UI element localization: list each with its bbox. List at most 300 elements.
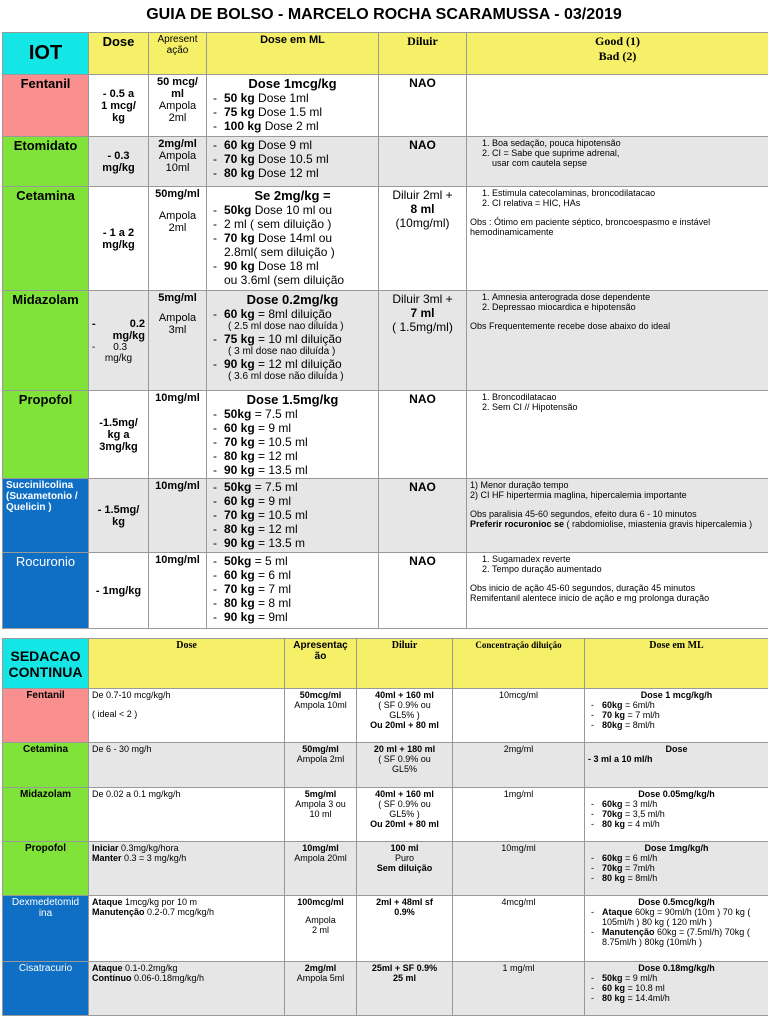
dose-weight: 80 kg xyxy=(602,993,626,1003)
dose-value: = 6 ml xyxy=(254,568,292,582)
apres-a: 2mg/ml xyxy=(304,963,337,973)
diluir-header: Diluir xyxy=(379,33,467,75)
dose-a-text: 1mcg/kg por 10 m xyxy=(122,897,198,907)
dose-title: Dose xyxy=(665,744,688,754)
sed-apres xyxy=(285,788,357,842)
iot-row-succinilcolina xyxy=(3,479,768,553)
sedacao-header: SEDACAO CONTINUA xyxy=(3,639,89,689)
dose-a: - 0.2 mg/kg xyxy=(92,317,145,342)
dose-item xyxy=(602,927,765,947)
drug-apresentacao xyxy=(149,291,207,391)
note-item: 1. Broncodilatacao xyxy=(492,392,765,402)
note-item: 1. Boa sedação, pouca hipotensão xyxy=(492,138,765,148)
dose-item xyxy=(602,700,765,710)
dose-header: Dose xyxy=(89,33,149,75)
sed-row-propofol xyxy=(3,842,768,896)
sed-apres xyxy=(285,896,357,962)
dose-weight: 70 kg xyxy=(224,152,255,166)
sedacao-table xyxy=(2,638,768,1016)
drug-notes xyxy=(467,291,768,391)
bad-label: Bad (2) xyxy=(598,49,637,63)
apres-sub: Ampola 2ml xyxy=(158,210,197,234)
iot-header: IOT xyxy=(3,33,89,75)
diluir-b: 7 ml xyxy=(410,306,435,320)
dose-b: - 0.3 mg/kg xyxy=(92,341,133,364)
apres-a: 50mcg/ml xyxy=(299,690,342,700)
dose-item xyxy=(224,463,375,477)
dose-weight: 70 kg xyxy=(224,508,255,522)
diluir-a: Diluir 3ml + xyxy=(392,292,453,306)
dose-value: Dose 10.5 ml xyxy=(254,152,329,166)
dose-weight: 70 kg xyxy=(224,582,255,596)
dose-weight: 60 kg xyxy=(602,983,626,993)
drug-name: Cetamina xyxy=(3,743,89,788)
dose-a-label: Ataque xyxy=(92,963,123,973)
apres-b: Ampola 10ml xyxy=(294,700,347,710)
notes-list xyxy=(470,292,765,312)
dose-value: = 4 ml/h xyxy=(625,819,660,829)
dose-weight: 50kg xyxy=(602,973,623,983)
drug-apresentacao xyxy=(149,137,207,187)
drug-dose: - 0.5 a 1 mcg/ kg xyxy=(89,75,149,137)
dose-weight: 100 kg xyxy=(224,119,262,133)
dose-item xyxy=(224,610,375,624)
dose-weight: 60 kg xyxy=(224,138,255,152)
dose-a xyxy=(92,963,281,973)
dose-item xyxy=(602,993,765,1003)
dose-list xyxy=(210,480,375,550)
dose-value: = 10.5 ml xyxy=(254,435,308,449)
dose-item xyxy=(224,203,375,217)
notes-obs: Obs paralisia 45-60 segundos, efeito dura 6 - 10 minutos xyxy=(470,509,697,519)
sed-conc: 10mcg/ml xyxy=(453,689,585,743)
dose-weight: 60kg xyxy=(602,853,623,863)
dose-item xyxy=(224,508,375,522)
sed-diluir xyxy=(357,689,453,743)
dose-weight: 80 kg xyxy=(224,596,255,610)
dose-value: = 14.4ml/h xyxy=(625,993,670,1003)
sed-conc: 2mg/ml xyxy=(453,743,585,788)
diluir-c: Ou 20ml + 80 ml xyxy=(370,819,439,829)
dose-value: = 9ml xyxy=(254,610,288,624)
dose-note: ( 3.6 ml dose não diluída ) xyxy=(228,371,344,382)
sed-diluir xyxy=(357,788,453,842)
dose-value: = 9 ml/h xyxy=(622,973,658,983)
notes-obs: Obs Frequentemente recebe dose abaixo do ideal xyxy=(470,321,671,331)
dose-ml-header: Dose em ML xyxy=(207,33,379,75)
sed-conc: 4mcg/ml xyxy=(453,896,585,962)
drug-dose-ml xyxy=(207,137,379,187)
dose-note: ( 3 ml dose nao diluída ) xyxy=(228,346,336,357)
drug-name: Fentanil xyxy=(3,75,89,137)
dose-value: = 12 ml xyxy=(254,522,298,536)
iot-table xyxy=(2,32,768,629)
dose-a xyxy=(92,843,281,853)
sed-dose-ml xyxy=(585,896,768,962)
drug-apresentacao xyxy=(149,75,207,137)
notes-list xyxy=(470,554,765,574)
dose-value: = 6 ml/h xyxy=(622,853,658,863)
dose-weight: 50kg xyxy=(224,554,252,568)
drug-dose-ml xyxy=(207,187,379,291)
dose-weight: 80 kg xyxy=(602,873,626,883)
dose-value: = 8ml/h xyxy=(622,720,655,730)
apres-b: Ampola 2 ml xyxy=(305,915,336,935)
dose-list xyxy=(210,407,375,477)
dose-value: Dose 18 ml ou 3.6ml (sem diluição xyxy=(224,259,345,287)
drug-diluir: NAO xyxy=(379,391,467,479)
dose-b-text: 0.3 mg/kg xyxy=(104,341,133,364)
dose-value: = 7.5 ml xyxy=(251,480,298,494)
good-bad-header xyxy=(467,33,768,75)
drug-diluir xyxy=(379,187,467,291)
dose-weight: 50kg xyxy=(224,480,252,494)
note-1: 1) Menor duração tempo xyxy=(470,480,569,490)
dose-weight: 80kg xyxy=(602,720,623,730)
sed-diluir xyxy=(357,743,453,788)
dose-item xyxy=(224,568,375,582)
apres-a: 50mg/ml xyxy=(302,744,339,754)
apres-main: 10mg/ml xyxy=(155,554,200,566)
dose-weight: 90 kg xyxy=(224,357,255,371)
iot-row-midazolam xyxy=(3,291,768,391)
dose-value: Dose 10 ml ou xyxy=(251,203,333,217)
dose-item xyxy=(224,536,375,550)
apres-main: 50 mcg/ ml xyxy=(157,76,198,100)
note-item: 2. Depressao miocardica e hipotensão xyxy=(492,302,765,312)
drug-name: Midazolam xyxy=(3,291,89,391)
sed-conc: 1mg/ml xyxy=(453,788,585,842)
drug-dose-ml xyxy=(207,291,379,391)
dose-title: Dose 0.18mg/kg/h xyxy=(638,963,715,973)
note-item: 1. Estimula catecolaminas, broncodilatacao xyxy=(492,188,765,198)
page-title: GUIA DE BOLSO - MARCELO ROCHA SCARAMUSSA - 03/2019 xyxy=(146,6,622,23)
dose-title: Se 2mg/kg = xyxy=(254,188,331,203)
sed-dose xyxy=(89,689,285,743)
sed-dose-ml xyxy=(585,743,768,788)
dose-a xyxy=(92,897,281,907)
dose-value: Dose 14ml ou 2.8ml( sem diluição ) xyxy=(224,231,335,259)
dose-title: Dose 0.2mg/kg xyxy=(246,292,339,307)
dose-item xyxy=(602,983,765,993)
note-item: 2. CI relativa = HIC, HAs xyxy=(492,198,765,208)
sed-row-fentanil xyxy=(3,689,768,743)
dose-note: ( 2.5 ml dose nao diluída ) xyxy=(228,321,344,332)
dose-a-label: Iniciar xyxy=(92,843,119,853)
note-item: 2. Tempo duração aumentado xyxy=(492,564,765,574)
note-2: 2) CI HF hipertermia maglina, hipercalemia importante xyxy=(470,490,687,500)
dose-item xyxy=(602,907,765,927)
drug-notes xyxy=(467,391,768,479)
dose-value: = 3 ml/h xyxy=(622,799,658,809)
dose-item xyxy=(602,973,765,983)
dose-weight: 90 kg xyxy=(224,259,255,273)
dose-b-text: 0.06-0.18mg/kg/h xyxy=(131,973,205,983)
drug-notes xyxy=(467,75,768,137)
dose-value: = 8ml diluição xyxy=(254,307,332,321)
sed-row-cetamina xyxy=(3,743,768,788)
dose-weight: 70kg xyxy=(602,809,623,819)
dose-weight: 70kg xyxy=(602,863,623,873)
dose-value: = 5 ml xyxy=(251,554,288,568)
iot-row-rocuronio xyxy=(3,553,768,629)
drug-name: Rocuronio xyxy=(3,553,89,629)
dose-weight: 90 kg xyxy=(224,610,255,624)
diluir-b: 8 ml xyxy=(410,202,435,216)
dose-weight: 50kg xyxy=(224,203,252,217)
dose-item xyxy=(224,217,375,231)
sed-diluir: 2ml + 48ml sf 0.9% xyxy=(357,896,453,962)
note-item: 1. Sugamadex reverte xyxy=(492,554,765,564)
diluir-b: ( SF 0.9% ou GL5% ) xyxy=(378,700,431,720)
dose-b xyxy=(92,853,281,863)
dose-value: Dose 2 ml xyxy=(261,119,319,133)
drug-apresentacao xyxy=(149,187,207,291)
dose-weight: 60 kg xyxy=(224,494,255,508)
sed-diluir xyxy=(357,842,453,896)
dose-a: De 6 - 30 mg/h xyxy=(92,744,152,754)
dose-a-text: 0.1-0.2mg/kg xyxy=(122,963,178,973)
sed-conc-header: Concentração diluição xyxy=(453,639,585,689)
drug-name: Etomidato xyxy=(3,137,89,187)
dose-item xyxy=(602,809,765,819)
dose-value: = 7.5 ml xyxy=(251,407,298,421)
dose-title: Dose 0.05mg/kg/h xyxy=(638,789,715,799)
dose-item xyxy=(224,480,375,494)
dose-item xyxy=(224,259,375,287)
dose-weight: 60kg xyxy=(602,799,623,809)
sed-apres xyxy=(285,689,357,743)
apres-sub: Ampola 3ml xyxy=(158,312,197,336)
notes-list xyxy=(470,188,765,208)
dose-weight: 80 kg xyxy=(224,166,255,180)
drug-dose: - 1 a 2 mg/kg xyxy=(89,187,149,291)
sed-row-cisatracurio xyxy=(3,962,768,1016)
dose-title: Dose 1 mcg/kg/h xyxy=(640,690,713,700)
obs-rest: ( rabdomiolise, miastenia gravis hipercalemia ) xyxy=(564,519,753,529)
dose-value: Dose 12 ml xyxy=(254,166,319,180)
sed-conc: 1 mg/ml xyxy=(453,962,585,1016)
sed-header-row xyxy=(3,639,768,689)
dose-title: Dose 0.5mcg/kg/h xyxy=(638,897,715,907)
sed-dose-ml xyxy=(585,842,768,896)
note-item: 2. Sem CI // Hipotensão xyxy=(492,402,765,412)
sed-apres xyxy=(285,743,357,788)
sed-dose-ml xyxy=(585,689,768,743)
drug-name: Dexmedetomid ina xyxy=(3,896,89,962)
dose-value: = 12 ml diluição xyxy=(254,357,342,371)
dose-item xyxy=(224,407,375,421)
drug-dose: - 0.3 mg/kg xyxy=(89,137,149,187)
dose-value: 2 ml ( sem diluição ) xyxy=(224,217,332,231)
dose-item xyxy=(224,596,375,610)
dose-item xyxy=(224,307,375,332)
drug-notes xyxy=(467,479,768,553)
dose-value: = 7 ml/h xyxy=(625,710,660,720)
sed-dose-header: Dose xyxy=(89,639,285,689)
dose-weight: 60 kg xyxy=(224,421,255,435)
apres-b: Ampola 5ml xyxy=(296,973,345,983)
iot-row-etomidato xyxy=(3,137,768,187)
dose-value: = 13.5 m xyxy=(254,536,306,550)
dose-a-label: Ataque xyxy=(92,897,123,907)
drug-dose-ml xyxy=(207,553,379,629)
drug-name: Cisatracurio xyxy=(3,962,89,1016)
notes-list xyxy=(470,138,765,168)
iot-header-row xyxy=(3,33,768,75)
sed-dose-ml-header: Dose em ML xyxy=(585,639,768,689)
dose-item xyxy=(224,494,375,508)
sed-diluir-header: Diluir xyxy=(357,639,453,689)
note-item: 2. CI = Sabe que suprime adrenal, usar com cautela sepse xyxy=(492,148,765,168)
dose-b-label: Contínuo xyxy=(92,973,132,983)
notes-obs-2 xyxy=(470,519,765,529)
diluir-a: 40ml + 160 ml xyxy=(375,789,434,799)
dose-item xyxy=(602,873,765,883)
sed-dose-ml xyxy=(585,962,768,1016)
dose-item xyxy=(224,554,375,568)
dose-value: Dose 9 ml xyxy=(254,138,313,152)
apres-main: 10mg/ml xyxy=(155,392,200,404)
dose-a-text: 0.3mg/kg/hora xyxy=(118,843,179,853)
dose-b-text: 0.2-0.7 mcg/kg/h xyxy=(144,907,215,917)
dose-weight: Manutenção xyxy=(602,927,655,937)
dose-weight: 60 kg xyxy=(224,568,255,582)
dose-b xyxy=(92,973,281,983)
iot-row-propofol xyxy=(3,391,768,479)
drug-name: Propofol xyxy=(3,842,89,896)
dose-list xyxy=(210,203,375,287)
dose-value: = 10.8 ml xyxy=(625,983,665,993)
sed-apres xyxy=(285,842,357,896)
apres-b: Ampola 3 ou 10 ml xyxy=(295,799,346,819)
drug-dose-ml xyxy=(207,391,379,479)
dose-line: - 3 ml a 10 ml/h xyxy=(588,754,653,764)
dose-list xyxy=(210,91,375,133)
drug-notes xyxy=(467,137,768,187)
dose-weight: Ataque xyxy=(602,907,633,917)
apres-b: Ampola 2ml xyxy=(296,754,345,764)
diluir-a: 20 ml + 180 ml xyxy=(373,744,436,754)
dose-value: 60kg = (7.5ml/h) 70kg ( 8.75ml/h ) 80kg (10ml/h ) xyxy=(602,927,750,947)
dose-title: Dose 1.5mg/kg xyxy=(246,392,339,407)
dose-item xyxy=(224,119,375,133)
diluir-a: 40ml + 160 ml xyxy=(375,690,434,700)
drug-name: Fentanil xyxy=(3,689,89,743)
dose-weight: 70 kg xyxy=(602,710,626,720)
dose-weight: 80 kg xyxy=(224,449,255,463)
dose-weight: 70 kg xyxy=(224,231,255,245)
apres-a: 100mcg/ml xyxy=(297,897,344,907)
dose-weight: 50kg xyxy=(224,407,252,421)
drug-diluir: NAO xyxy=(379,553,467,629)
dose-item xyxy=(602,720,765,730)
dose-value: = 8 ml xyxy=(254,596,292,610)
apres-main: 50mg/ml xyxy=(155,188,200,200)
dose-list xyxy=(588,973,765,1003)
drug-dose: -1.5mg/ kg a 3mg/kg xyxy=(89,391,149,479)
dose-item xyxy=(602,710,765,720)
drug-dose-ml xyxy=(207,479,379,553)
dose-value: = 12 ml xyxy=(254,449,298,463)
sed-apres-header: Apresentaç ão xyxy=(285,639,357,689)
dose-value: = 10.5 ml xyxy=(254,508,308,522)
dose-weight: 60kg xyxy=(602,700,623,710)
dose-item xyxy=(224,421,375,435)
dose-b xyxy=(92,907,281,917)
diluir-c: Sem diluição xyxy=(376,863,433,873)
sed-dose-ml xyxy=(585,788,768,842)
diluir-b: ( SF 0.9% ou GL5% xyxy=(378,754,431,774)
dose-title: Dose 1mg/kg/h xyxy=(644,843,709,853)
sed-dose xyxy=(89,743,285,788)
drug-notes xyxy=(467,187,768,291)
diluir-c: Ou 20ml + 80 ml xyxy=(370,720,439,730)
dose-list xyxy=(588,799,765,829)
diluir-a: Diluir 2ml + xyxy=(392,188,453,202)
sed-row-dexmedetomidina xyxy=(3,896,768,962)
diluir-c: (10mg/ml) xyxy=(395,216,450,230)
apres-main: 2mg/ml xyxy=(158,138,197,150)
dose-value: = 9 ml xyxy=(254,494,292,508)
notes-obs: Obs : Ótimo em paciente séptico, broncoespasmo e instável hemodinamicamente xyxy=(470,217,711,237)
drug-diluir: NAO xyxy=(379,479,467,553)
dose-item xyxy=(602,853,765,863)
sed-apres xyxy=(285,962,357,1016)
dose-weight: 70 kg xyxy=(224,435,255,449)
dose-weight: 80 kg xyxy=(224,522,255,536)
dose-item xyxy=(602,819,765,829)
dose-value: Dose 1.5 ml xyxy=(254,105,323,119)
dose-list xyxy=(588,907,765,947)
dose-item xyxy=(602,863,765,873)
dose-b-label: Manutenção xyxy=(92,907,145,917)
sed-dose xyxy=(89,896,285,962)
dose-item xyxy=(224,138,375,152)
dose-value: = 6ml/h xyxy=(622,700,655,710)
apres-sub: Ampola 10ml xyxy=(158,150,197,174)
dose-list xyxy=(210,554,375,624)
dose-item xyxy=(224,166,375,180)
dose-value: = 10 ml diluição xyxy=(254,332,342,346)
iot-row-cetamina xyxy=(3,187,768,291)
apresentacao-header: Apresent ação xyxy=(149,33,207,75)
sed-conc: 10mg/ml xyxy=(453,842,585,896)
apres-main: 10mg/ml xyxy=(155,480,200,492)
diluir-c: ( 1.5mg/ml) xyxy=(392,320,453,334)
apres-a: 10mg/ml xyxy=(302,843,339,853)
dose-value: = 8ml/h xyxy=(625,873,658,883)
drug-apresentacao xyxy=(149,479,207,553)
dose-weight: 80 kg xyxy=(602,819,626,829)
dose-list xyxy=(210,138,375,180)
diluir-b: Puro xyxy=(394,853,414,863)
drug-dose xyxy=(89,291,149,391)
iot-row-fentanil xyxy=(3,75,768,137)
drug-dose: - 1.5mg/ kg xyxy=(89,479,149,553)
dose-weight: 75 kg xyxy=(224,332,255,346)
note-item: 1. Amnesia anterograda dose dependente xyxy=(492,292,765,302)
drug-name: Cetamina xyxy=(3,187,89,291)
drug-diluir xyxy=(379,291,467,391)
dose-a: De 0.7-10 mcg/kg/h xyxy=(92,690,171,700)
dose-item xyxy=(224,332,375,357)
dose-weight: 60 kg xyxy=(224,307,255,321)
dose-a: De 0.02 a 0.1 mg/kg/h xyxy=(92,789,181,799)
dose-b: ( ideal < 2 ) xyxy=(92,709,138,719)
dose-list xyxy=(588,853,765,883)
dose-a-text: 0.2 mg/kg xyxy=(112,317,145,342)
